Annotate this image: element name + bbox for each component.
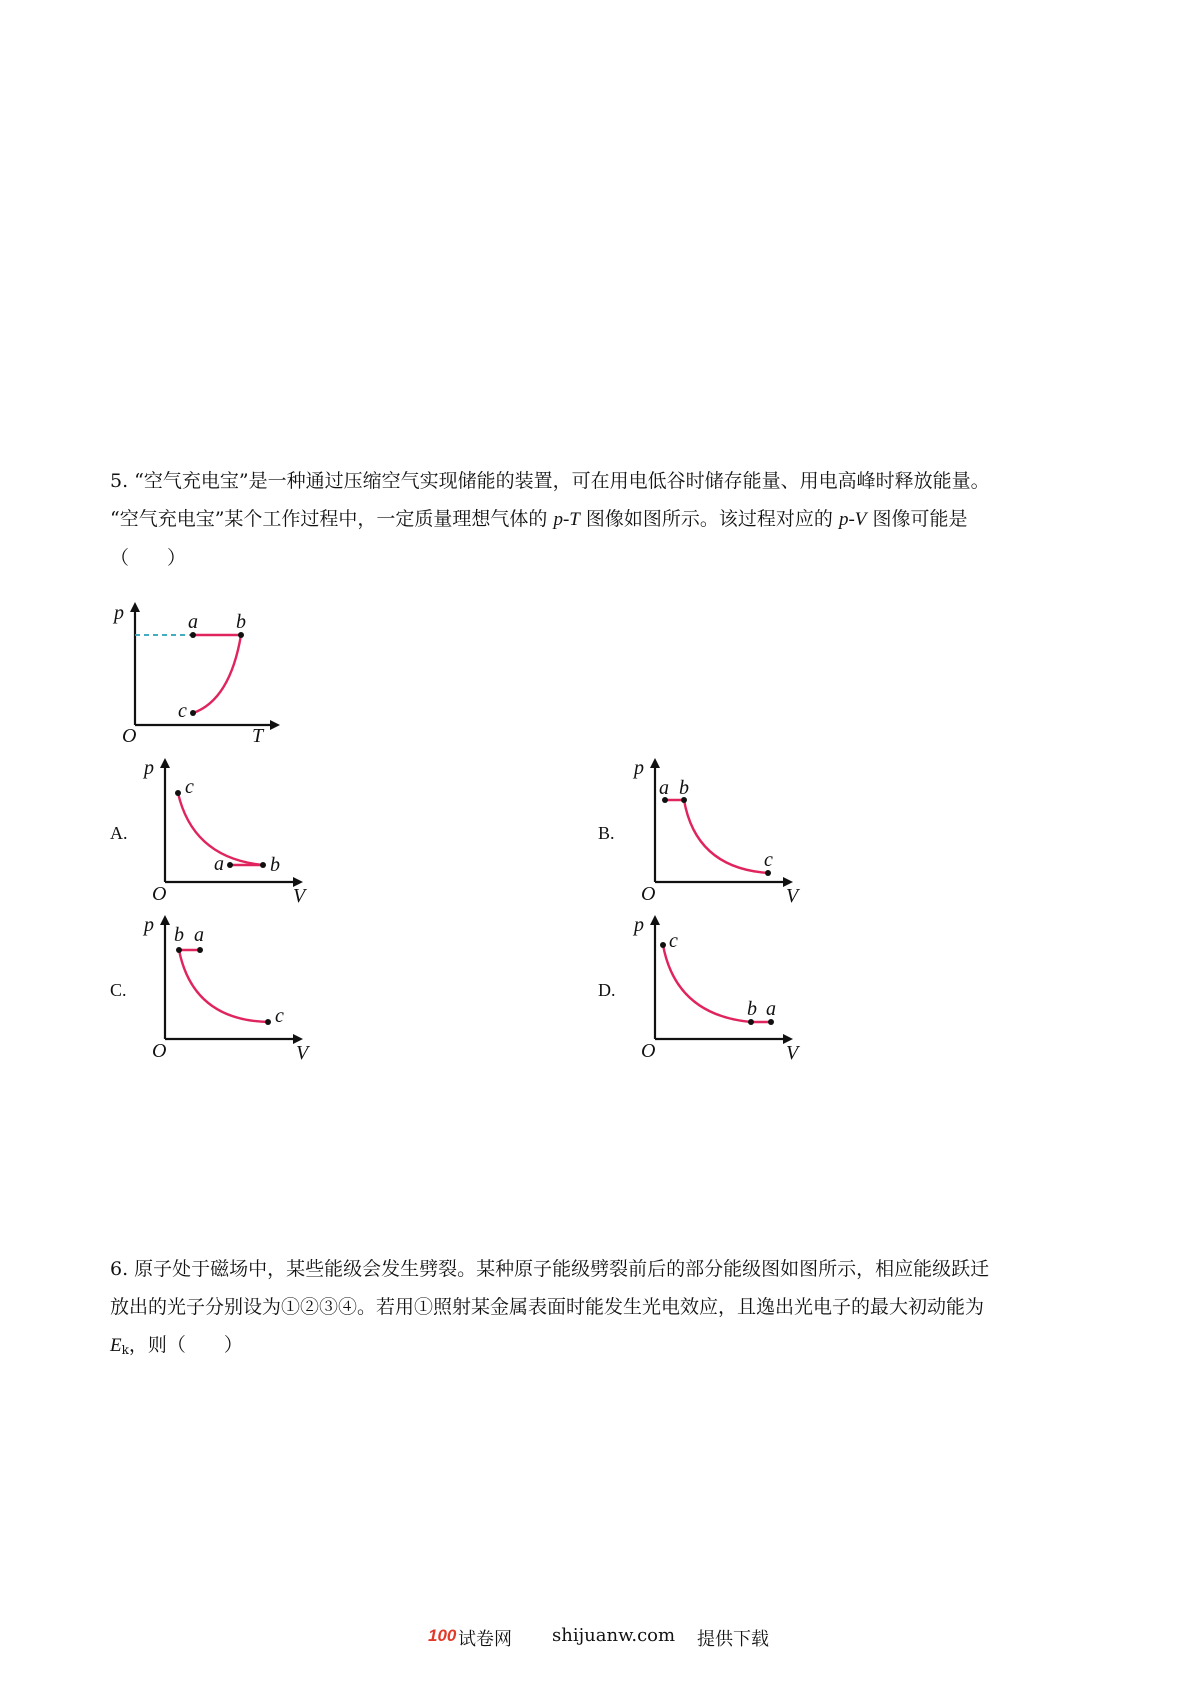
pt-x-arrow (270, 720, 280, 730)
a-point-a (227, 862, 233, 868)
option-b-graph (634, 757, 813, 908)
pt-label-b: b (236, 611, 246, 633)
pt-graph (110, 600, 290, 745)
q5-line-2-part-c: 图像可能是 (866, 508, 968, 530)
b-origin-label: O (641, 883, 656, 905)
option-d-label: D. (598, 980, 616, 1000)
c-label-c: c (275, 1005, 284, 1027)
c-label-a: a (194, 924, 204, 946)
q6-line-3 (110, 1326, 989, 1369)
c-y-arrow (160, 915, 170, 925)
q5-line-2 (110, 500, 990, 539)
d-label-a: a (766, 998, 776, 1020)
d-origin-label: O (641, 1040, 656, 1062)
q6-ek-subscript: k (121, 1343, 129, 1357)
q6-line-3-rest: ，则（ ） (128, 1334, 243, 1356)
a-label-a: a (214, 853, 224, 875)
c-point-a (197, 947, 203, 953)
pt-point-c (190, 710, 196, 716)
b-x-label: V (786, 885, 799, 907)
option-a-label: A. (110, 823, 128, 843)
c-y-label: p (144, 914, 154, 936)
b-label-b: b (679, 777, 689, 799)
a-origin-label: O (152, 883, 167, 905)
d-curve (663, 945, 751, 1022)
footer-site-url[interactable]: shijuanw.com (552, 1625, 676, 1646)
a-x-label: V (293, 885, 306, 907)
q6-line-1: 6. 原子处于磁场中，某些能级会发生劈裂。某种原子能级劈裂前后的部分能级图如图所示，相应能级跃迁 (110, 1258, 990, 1280)
pt-y-label: p (114, 602, 124, 624)
d-y-label: p (634, 914, 644, 936)
pt-label-c: c (178, 700, 187, 722)
question-6 (110, 1250, 989, 1369)
pt-bc-curve (193, 635, 241, 713)
a-point-b (260, 862, 266, 868)
q5-pt-label: p-T (553, 509, 580, 530)
footer-slogan: 提供下载 (697, 1629, 769, 1650)
a-y-label: p (144, 757, 154, 779)
pt-y-arrow (130, 602, 140, 612)
pt-x-label: T (252, 725, 264, 747)
pt-origin-label: O (122, 725, 137, 747)
a-label-b: b (270, 854, 280, 876)
option-c-graph (144, 914, 323, 1065)
b-y-arrow (650, 758, 660, 768)
footer-site-name: 试卷网 (458, 1629, 512, 1650)
d-point-c (660, 942, 666, 948)
d-y-arrow (650, 915, 660, 925)
option-b-label: B. (598, 823, 615, 843)
b-label-a: a (659, 777, 669, 799)
q5-pv-label: p-V (838, 509, 867, 530)
d-label-c: c (669, 930, 678, 952)
option-c-label: C. (110, 980, 127, 1000)
option-a-graph (144, 757, 323, 908)
c-label-b: b (174, 924, 184, 946)
c-point-c (265, 1019, 271, 1025)
b-y-label: p (634, 757, 644, 779)
a-y-arrow (160, 758, 170, 768)
pt-label-a: a (188, 611, 198, 633)
b-label-c: c (764, 849, 773, 871)
footer (0, 1625, 1191, 1655)
q5-answer-paren: （ ） (110, 547, 187, 569)
q6-line-2: 放出的光子分别设为①②③④。若用①照射某金属表面时能发生光电效应，且逸出光电子的最大初动能为 (110, 1296, 985, 1318)
option-d-graph (634, 914, 813, 1065)
a-point-c (175, 790, 181, 796)
question-5 (110, 462, 990, 577)
footer-logo: 100 (428, 1626, 457, 1645)
c-curve (179, 950, 268, 1022)
c-point-b (176, 947, 182, 953)
q5-line-2-part-a: “空气充电宝”某个工作过程中，一定质量理想气体的 (110, 508, 554, 530)
b-curve (684, 800, 768, 873)
q6-ek-symbol: E (110, 1335, 122, 1356)
d-x-label: V (786, 1042, 799, 1064)
c-origin-label: O (152, 1040, 167, 1062)
q5-line-2-part-b: 图像如图所示。该过程对应的 (579, 508, 839, 530)
c-x-label: V (296, 1042, 309, 1064)
a-label-c: c (185, 776, 194, 798)
d-label-b: b (747, 998, 757, 1020)
q5-line-1: 5. “空气充电宝”是一种通过压缩空气实现储能的装置，可在用电低谷时储存能量、用电高峰时释放能量。 (110, 470, 990, 492)
